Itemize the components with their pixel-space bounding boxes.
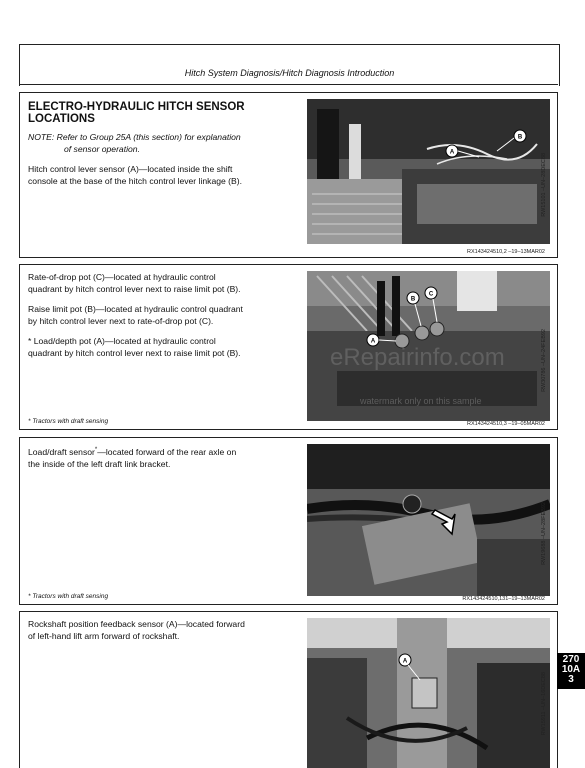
callout-label: A [402, 658, 408, 665]
text-line: quadrant by hitch control lever next to raise limit pot (B). [28, 284, 241, 294]
paragraph-load-draft-sensor [28, 444, 300, 470]
watermark-subtext: watermark only on this sample [360, 396, 482, 406]
figure-id-label: RW30786 –UN–24FEB92 [541, 329, 547, 392]
paragraph-hitch-lever-sensor [28, 163, 300, 187]
tab-line: 10A [561, 664, 581, 675]
photo-draft-link-bracket [307, 444, 550, 596]
text-line: Rate-of-drop pot (C)—located at hydraulic control [28, 272, 216, 282]
section-sensor-locations [19, 92, 558, 258]
figure-caption: RX143424510,3 –19–05MAR02 [467, 421, 545, 427]
text-line: * Load/depth pot (A)—located at hydraulic control [28, 336, 216, 346]
footnote: * Tractors with draft sensing [28, 418, 109, 425]
note-line: NOTE: Refer to Group 25A (this section) for explanation [28, 132, 241, 142]
figure-id-label: RW19688 –UN–28FEB92 [541, 502, 547, 565]
callout-label: C [428, 291, 434, 298]
footnote: * Tractors with draft sensing [28, 593, 109, 600]
section-title-line: ELECTRO-HYDRAULIC HITCH SENSOR [28, 101, 245, 113]
section-title [28, 101, 300, 125]
page-header-title: Hitch System Diagnosis/Hitch Diagnosis Introduction [184, 68, 395, 78]
figure-caption: RX143424510,2 –19–13MAR02 [467, 249, 545, 255]
photo-hitch-lever-console [307, 99, 550, 244]
page-frame [19, 44, 560, 86]
paragraph-rate-of-drop-pot [28, 271, 300, 295]
section-text [28, 444, 300, 478]
text-line: of left-hand lift arm forward of rockshaft. [28, 631, 180, 641]
text-line: console at the base of the hitch control lever linkage (B). [28, 176, 243, 186]
section-rockshaft-sensor [19, 611, 558, 768]
figure-caption: RX143424510,131–19–13MAR02 [462, 596, 545, 602]
paragraph-load-depth-pot [28, 335, 300, 359]
header-rule [19, 84, 558, 85]
text-line: —located forward of the rear axle on [97, 446, 237, 457]
callout-label: B [410, 296, 416, 303]
callout-label: A [370, 338, 376, 345]
text-line: quadrant by hitch control lever next to raise limit pot (B). [28, 348, 241, 358]
text-line: Raise limit pot (B)—located at hydraulic control quadrant [28, 304, 243, 314]
callout-label: A [449, 149, 455, 156]
text-line: Load/draft sensor [28, 446, 95, 457]
watermark: eRepairinfo.com [330, 344, 505, 371]
footnote-marker: * [94, 447, 98, 453]
text-line: Hitch control lever sensor (A)—located inside the shift [28, 164, 233, 174]
figure-id-label: RW15911 –UN–16DEC88 [541, 672, 547, 736]
tab-line: 3 [568, 674, 574, 685]
section-tab [557, 653, 585, 689]
paragraph-rockshaft-sensor [28, 618, 300, 642]
section-load-draft-sensor [19, 437, 558, 605]
text-line: the inside of the left draft link bracket. [28, 458, 171, 469]
text-line: by hitch control lever next to rate-of-drop pot (C). [28, 316, 214, 326]
section-text [28, 99, 300, 195]
section-text [28, 271, 300, 367]
text-line: Rockshaft position feedback sensor (A)—located forward [28, 619, 245, 629]
paragraph-raise-limit-pot [28, 303, 300, 327]
figure-id-label: RW15101 –UN–28DEC88 [541, 153, 547, 217]
tab-line: 270 [562, 654, 580, 665]
callout-label: B [517, 134, 523, 141]
section-title-line: LOCATIONS [28, 113, 95, 125]
section-text [28, 618, 300, 650]
note-line: of sensor operation. [64, 144, 140, 154]
note [28, 131, 300, 155]
photo-rockshaft [307, 618, 550, 768]
